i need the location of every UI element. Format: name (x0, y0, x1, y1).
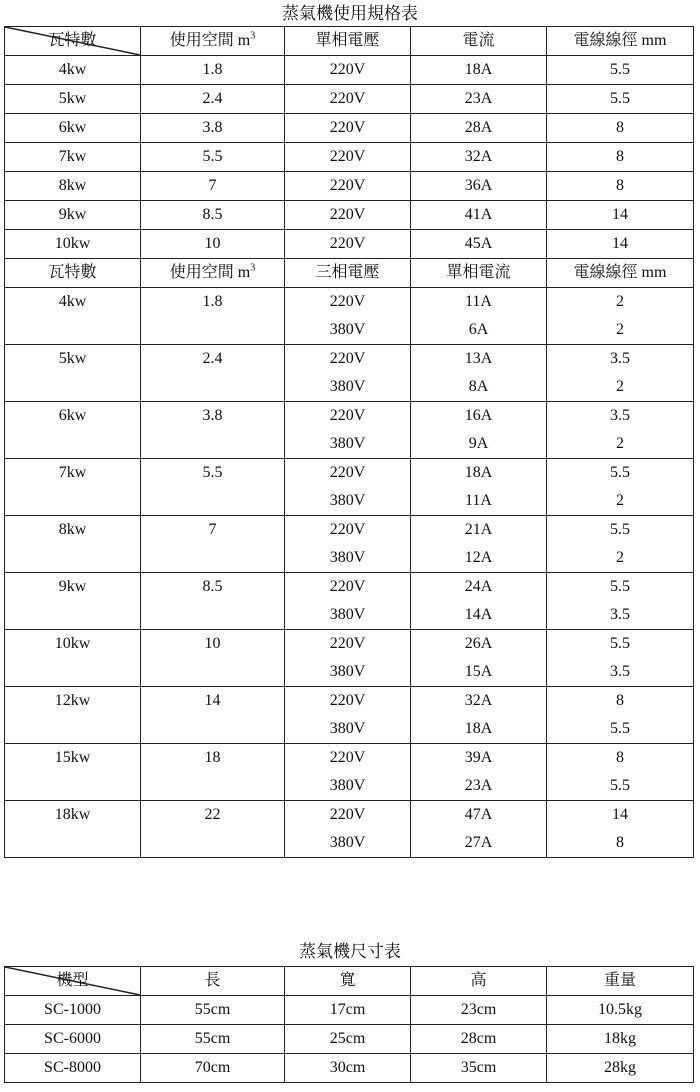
table-cell: 9A (411, 430, 547, 459)
header-watt: 瓦特數 (5, 259, 141, 288)
table-cell: 55cm (141, 996, 285, 1025)
table-cell: 32A (411, 687, 547, 716)
table-cell: 14 (547, 230, 694, 259)
table-cell: 2 (547, 487, 694, 516)
table-cell: 2 (547, 288, 694, 317)
header-cell: 電線線徑 mm (547, 259, 694, 288)
table-cell: 10kw (5, 630, 141, 687)
table-cell: 2.4 (141, 85, 285, 114)
table-cell: 11A (411, 487, 547, 516)
table-cell: 5.5 (547, 573, 694, 602)
spec-table (4, 26, 694, 858)
table-cell: 1.8 (141, 288, 285, 345)
table-cell: 8 (547, 687, 694, 716)
table-cell: 220V (285, 201, 411, 230)
table-row (5, 630, 694, 659)
table-row (5, 801, 694, 830)
table-cell: 5.5 (547, 56, 694, 85)
table-row (5, 114, 694, 143)
table-cell: 5kw (5, 345, 141, 402)
table-cell: 18A (411, 715, 547, 744)
table-cell: 16A (411, 402, 547, 431)
table-cell: 28kg (547, 1054, 694, 1083)
table-cell: 5.5 (547, 772, 694, 801)
table-cell: 15kw (5, 744, 141, 801)
header-space (141, 27, 285, 56)
header-label: 使用空間 m (169, 32, 251, 49)
table-cell: 220V (285, 114, 411, 143)
table-row (5, 573, 694, 602)
table-cell: 36A (411, 172, 547, 201)
table-cell: 18kw (5, 801, 141, 858)
table-cell: 380V (285, 772, 411, 801)
table-cell: 23A (411, 85, 547, 114)
table-cell: 10kw (5, 230, 141, 259)
table-cell: 35cm (411, 1054, 547, 1083)
table-cell: 47A (411, 801, 547, 830)
table-cell: 220V (285, 230, 411, 259)
table-cell: 2 (547, 430, 694, 459)
table-cell: 10 (141, 230, 285, 259)
table-cell: 8.5 (141, 573, 285, 630)
table-cell: 14 (141, 687, 285, 744)
table-row (5, 996, 694, 1025)
cubic-superscript: 3 (250, 262, 256, 274)
table-cell: 5kw (5, 85, 141, 114)
table-row (5, 1054, 694, 1083)
table-cell: 7 (141, 172, 285, 201)
header-space (141, 259, 285, 288)
table-cell: 380V (285, 373, 411, 402)
table-cell: 8 (547, 744, 694, 773)
table-cell: 39A (411, 744, 547, 773)
table-cell: 12kw (5, 687, 141, 744)
header-model (5, 967, 141, 996)
table-cell: 220V (285, 56, 411, 85)
header-label: 使用空間 m (169, 264, 251, 281)
header-row (5, 259, 694, 288)
table-cell: 55cm (141, 1025, 285, 1054)
table-cell: 220V (285, 687, 411, 716)
table-row (5, 744, 694, 773)
table-cell: 220V (285, 172, 411, 201)
table-row (5, 459, 694, 488)
table-cell: 7kw (5, 459, 141, 516)
table-cell: 10 (141, 630, 285, 687)
table-cell: 30cm (285, 1054, 411, 1083)
header-watt (5, 27, 141, 56)
table-cell: 4kw (5, 56, 141, 85)
table-row (5, 172, 694, 201)
table-row (5, 687, 694, 716)
table-cell: 3.5 (547, 402, 694, 431)
table-cell: 8 (547, 114, 694, 143)
table-cell: 6A (411, 316, 547, 345)
header-cell: 三相電壓 (285, 259, 411, 288)
header-row (5, 27, 694, 56)
header-label: 機型 (56, 972, 89, 989)
table-cell: 17cm (285, 996, 411, 1025)
table-cell: 23A (411, 772, 547, 801)
header-cell: 單相電壓 (285, 27, 411, 56)
table-cell: 3.8 (141, 402, 285, 459)
table-cell: 4kw (5, 288, 141, 345)
table-cell: 15A (411, 658, 547, 687)
table-cell: 45A (411, 230, 547, 259)
table-cell: 7 (141, 516, 285, 573)
header-cell: 電線線徑 mm (547, 27, 694, 56)
header-cell: 單相電流 (411, 259, 547, 288)
table-cell: 18 (141, 744, 285, 801)
size-table (4, 966, 694, 1083)
table-cell: 380V (285, 601, 411, 630)
table-cell: 18kg (547, 1025, 694, 1054)
table-cell: 5.5 (141, 143, 285, 172)
table-cell: 22 (141, 801, 285, 858)
table-cell: 220V (285, 516, 411, 545)
table-cell: 3.5 (547, 345, 694, 374)
table-cell: 6kw (5, 402, 141, 459)
header-cell: 寬 (285, 967, 411, 996)
table-cell: 12A (411, 544, 547, 573)
table-cell: 220V (285, 573, 411, 602)
table-cell: 32A (411, 143, 547, 172)
table-cell: 220V (285, 459, 411, 488)
table-cell: SC-8000 (5, 1054, 141, 1083)
table-row (5, 85, 694, 114)
table-cell: 25cm (285, 1025, 411, 1054)
table-cell: 220V (285, 744, 411, 773)
table-row (5, 345, 694, 374)
table-row (5, 516, 694, 545)
table-cell: 18A (411, 459, 547, 488)
table-cell: 5.5 (547, 516, 694, 545)
table-cell: 9kw (5, 201, 141, 230)
table-row (5, 56, 694, 85)
table-cell: 6kw (5, 114, 141, 143)
table-cell: 14 (547, 201, 694, 230)
table-cell: 2 (547, 373, 694, 402)
table-cell: 8 (547, 143, 694, 172)
table-cell: 11A (411, 288, 547, 317)
table-cell: 3.5 (547, 601, 694, 630)
table-cell: 8.5 (141, 201, 285, 230)
table-cell: 2.4 (141, 345, 285, 402)
table-cell: 8kw (5, 172, 141, 201)
spec-table-title: 蒸氣機使用規格表 (282, 4, 418, 23)
table-cell: 3.5 (547, 658, 694, 687)
table-cell: 5.5 (547, 85, 694, 114)
table-cell: 21A (411, 516, 547, 545)
table-row (5, 201, 694, 230)
table-cell: SC-1000 (5, 996, 141, 1025)
table-cell: 2 (547, 316, 694, 345)
table-cell: 1.8 (141, 56, 285, 85)
table-cell: 7kw (5, 143, 141, 172)
table-cell: 8A (411, 373, 547, 402)
table-cell: 220V (285, 402, 411, 431)
table-cell: 380V (285, 316, 411, 345)
table-cell: 27A (411, 829, 547, 858)
table-cell: 5.5 (141, 459, 285, 516)
table-cell: 220V (285, 85, 411, 114)
table-cell: 3.8 (141, 114, 285, 143)
table-cell: 220V (285, 345, 411, 374)
table-cell: 220V (285, 630, 411, 659)
header-cell: 重量 (547, 967, 694, 996)
table-cell: 220V (285, 143, 411, 172)
table-cell: 18A (411, 56, 547, 85)
table-row (5, 402, 694, 431)
table-cell: 28cm (411, 1025, 547, 1054)
table-row (5, 143, 694, 172)
table-cell: 28A (411, 114, 547, 143)
table-cell: 8 (547, 172, 694, 201)
size-table-title: 蒸氣機尺寸表 (299, 942, 401, 961)
table-cell: 13A (411, 345, 547, 374)
table-cell: 10.5kg (547, 996, 694, 1025)
table-cell: 41A (411, 201, 547, 230)
table-cell: 380V (285, 487, 411, 516)
table-cell: 380V (285, 430, 411, 459)
table-cell: 8kw (5, 516, 141, 573)
table-cell: 220V (285, 288, 411, 317)
table-cell: 380V (285, 829, 411, 858)
table-cell: SC-6000 (5, 1025, 141, 1054)
table-cell: 26A (411, 630, 547, 659)
table-cell: 8 (547, 829, 694, 858)
table-cell: 2 (547, 544, 694, 573)
table-row (5, 230, 694, 259)
header-row (5, 967, 694, 996)
table-cell: 5.5 (547, 715, 694, 744)
table-cell: 380V (285, 544, 411, 573)
table-cell: 380V (285, 658, 411, 687)
table-cell: 23cm (411, 996, 547, 1025)
table-cell: 5.5 (547, 630, 694, 659)
table-cell: 14 (547, 801, 694, 830)
header-label: 瓦特數 (48, 32, 97, 49)
table-cell: 5.5 (547, 459, 694, 488)
header-cell: 電流 (411, 27, 547, 56)
header-cell: 長 (141, 967, 285, 996)
table-cell: 14A (411, 601, 547, 630)
table-cell: 70cm (141, 1054, 285, 1083)
table-cell: 24A (411, 573, 547, 602)
table-row (5, 288, 694, 317)
cubic-superscript: 3 (250, 30, 256, 42)
table-row (5, 1025, 694, 1054)
table-cell: 220V (285, 801, 411, 830)
table-cell: 380V (285, 715, 411, 744)
header-cell: 高 (411, 967, 547, 996)
table-cell: 9kw (5, 573, 141, 630)
